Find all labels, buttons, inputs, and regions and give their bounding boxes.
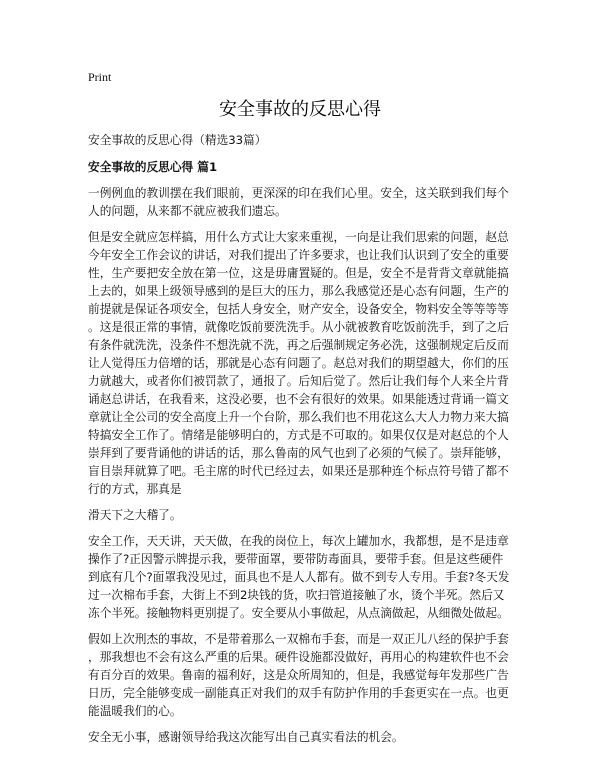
text-line: 前提就是保证各项安全，包括人身安全，财产安全，设备安全，物料安全等等等等 <box>88 302 509 316</box>
text-line: 上去的，如果上级领导感到的是巨大的压力，那么我感觉还是心态有问题，生产的 <box>88 284 509 298</box>
text-line: 假如上次刑杰的事故，不是带着那么一双棉布手套，而是一双正儿八经的保护手套 <box>88 632 509 646</box>
text-line: 有百分百的效果。鲁南的福利好，这是众所周知的，但是，我感觉每年发那些广告 <box>88 668 509 682</box>
text-line: 力就越大，或者你们被罚款了，通报了。后知后觉了。然后让我们每个人来全片背 <box>88 374 509 388</box>
text-line: 行的方式，那真是 <box>88 482 182 496</box>
text-line: 章就让全公司的安全高度上升一个台阶，那么我们也不用花这么大人力物力来大搞 <box>88 410 509 424</box>
text-line: 性，生产要把安全放在第一位，这是毋庸置疑的。但是，安全不是背背文章就能搞 <box>88 266 509 280</box>
text-line: 。这是很正常的事情，就像吃饭前要洗洗手。从小就被教育吃饭前洗手，到了之后 <box>88 320 509 334</box>
paragraph <box>88 728 528 746</box>
text-line: 今年安全工作会议的讲话，对我们提出了许多要求，也让我们认识到了安全的重要 <box>88 248 509 262</box>
text-line: 有条件就洗洗，没条件不想洗就不洗，再之后强制规定务必洗，这强制规定后反而 <box>88 338 509 352</box>
document-subtitle: 安全事故的反思心得（精选33篇） <box>88 133 267 147</box>
text-line: 盲目崇拜就算了吧。毛主席的时代已经过去，如果还是那种连个标点符号错了都不 <box>88 464 509 478</box>
document-page <box>88 70 528 746</box>
text-line: 让人觉得压力倍增的话，那就是心态有问题了。赵总对我们的期望越大，你们的压 <box>88 356 509 370</box>
paragraph <box>88 228 528 498</box>
text-line: 操作了?正因警示牌提示我，要带面罩，要带防毒面具，要带手套。但是这些硬件 <box>88 552 504 566</box>
text-line: 滑天下之大稽了。 <box>88 508 182 522</box>
text-line: 冻个半死。接触物料更别提了。安全要从小事做起，从点滴做起，从细微处做起。 <box>88 606 509 620</box>
article-body <box>88 184 528 746</box>
text-line: 诵赵总讲话，在我看来，这没必要，也不会有很好的效果。如果能透过背诵一篇文 <box>88 392 509 406</box>
text-line: 安全无小事，感谢领导给我这次能写出自己真实看法的机会。 <box>88 730 404 744</box>
text-line: 安全工作，天天讲，天天做，在我的岗位上，每次上罐加水，我都想，是不是违章 <box>88 534 509 548</box>
text-line: 一例例血的教训摆在我们眼前，更深深的印在我们心里。安全，这关联到我们每个 <box>88 186 509 200</box>
text-line: 过一次棉布手套，大街上不到2块钱的货，吹扫管道接触了水，烫个半死。然后又 <box>88 588 505 602</box>
section-heading: 安全事故的反思心得 篇1 <box>88 160 218 174</box>
text-line: 崇拜到了要背诵他的讲话的话，那么鲁南的风气也到了必须的气候了。崇拜能够， <box>88 446 509 460</box>
paragraph <box>88 506 528 524</box>
text-line: 到底有几个?面罩我没见过，面具也不是人人都有。做不到专人专用。手套?冬天发 <box>88 570 510 584</box>
text-line: 特搞安全工作了。情绪是能够明白的，方式是不可取的。如果仅仅是对赵总的个人 <box>88 428 509 442</box>
text-line: 日历，完全能够变成一副能真正对我们的双手有防护作用的手套更实在一点。也更 <box>88 686 509 700</box>
text-line: ，那我想也不会有这么严重的后果。硬件设施都没做好，再用心的构建软件也不会 <box>88 650 509 664</box>
text-line: 但是安全就应怎样搞，用什么方式让大家来重视，一向是让我们思索的问题，赵总 <box>88 230 509 244</box>
paragraph <box>88 532 528 622</box>
page-title: 安全事故的反思心得 <box>219 99 381 120</box>
paragraph <box>88 630 528 720</box>
text-line: 能温暖我们的心。 <box>88 704 182 718</box>
paragraph <box>88 184 528 220</box>
text-line: 人的问题，从来都不就应被我们遗忘。 <box>88 204 287 218</box>
print-link[interactable]: Print <box>88 70 112 84</box>
